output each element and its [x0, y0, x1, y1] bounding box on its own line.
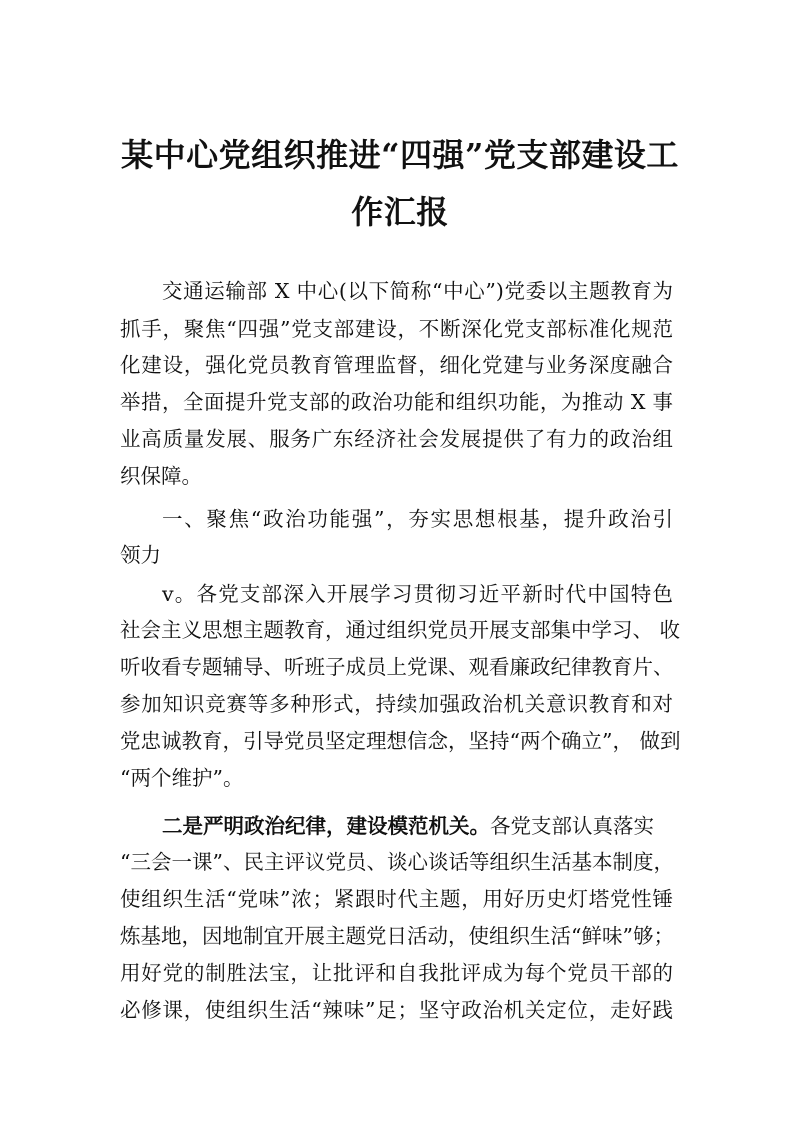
paragraph-line: 必修课，使组织生活“辣味”足；坚守政治机关定位，走好践	[120, 998, 673, 1022]
paragraph-line: 参加知识竞赛等多种形式，持续加强政治机关意识教育和对	[120, 692, 673, 716]
intro-line: 化建设，强化党员教育管理监督，细化党建与业务深度融合	[120, 353, 673, 377]
paragraph-line: 社会主义思想主题教育，通过组织党员开展支部集中学习、 收	[120, 618, 681, 642]
intro-line: 交通运输部 X 中心(以下简称“中心”)党委以主题教育为	[162, 279, 673, 303]
paragraph-line: 听收看专题辅导、听班子成员上党课、观看廉政纪律教育片、	[120, 655, 674, 679]
paragraph-line: v。各党支部深入开展学习贯彻习近平新时代中国特色	[162, 582, 673, 606]
section-heading-line: 领力	[120, 543, 161, 567]
intro-line: 举措，全面提升党支部的政治功能和组织功能，为推动 X 事	[120, 390, 673, 414]
paragraph-line: “两个维护”。	[120, 766, 244, 790]
paragraph-line: 炼基地，因地制宜开展主题党日活动，使组织生活“鲜味”够；	[120, 924, 674, 948]
paragraph-line: 用好党的制胜法宝，让批评和自我批评成为每个党员干部的	[120, 961, 673, 985]
paragraph-lead-heading: 二是严明政治纪律，建设模范机关。	[162, 814, 490, 838]
document-title-line-2: 作汇报	[351, 193, 449, 231]
intro-line: 抓手，聚焦“四强”党支部建设，不断深化党支部标准化规范	[120, 317, 673, 341]
intro-line: 业高质量发展、服务广东经济社会发展提供了有力的政治组	[120, 427, 673, 451]
paragraph-line: 使组织生活“党味”浓；紧跟时代主题，用好历史灯塔党性锤	[120, 887, 673, 911]
paragraph-first-line	[162, 811, 654, 841]
paragraph-lead-text: 各党支部认真落实	[490, 814, 654, 838]
intro-line: 织保障。	[120, 464, 202, 488]
paragraph-line: 党忠诚教育，引导党员坚定理想信念，坚持“两个确立”， 做到	[120, 729, 681, 753]
document-title-line-1: 某中心党组织推进“四强”党支部建设工	[121, 136, 679, 174]
paragraph-line: “三会一课”、民主评议党员、谈心谈话等组织生活基本制度，	[120, 850, 674, 874]
section-heading-line: 一、聚焦“政治功能强”，夯实思想根基，提升政治引	[162, 507, 673, 531]
